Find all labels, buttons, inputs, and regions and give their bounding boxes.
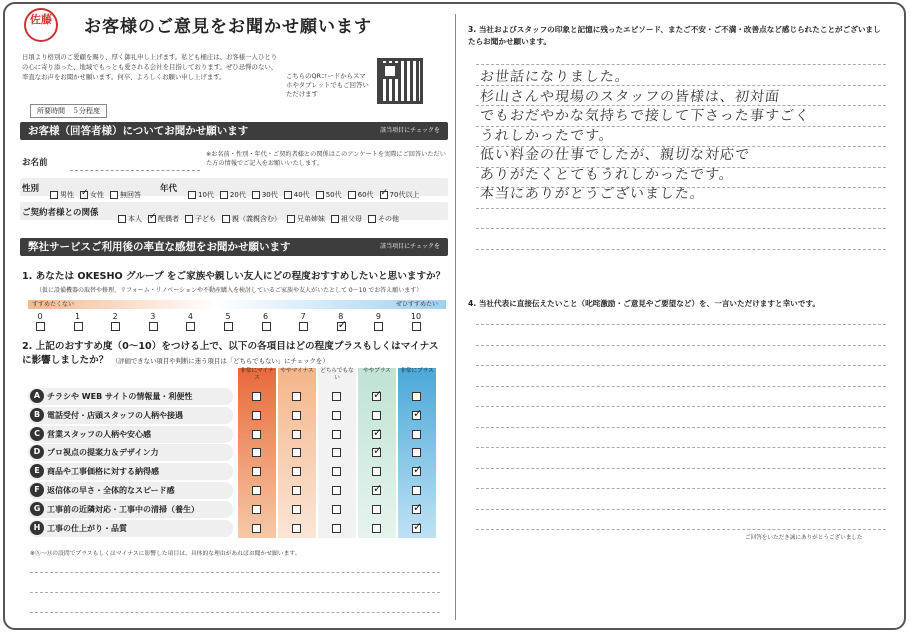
age-label: 年代 (160, 184, 178, 194)
answer-line (476, 208, 886, 209)
scale-checkbox[interactable] (186, 322, 195, 331)
scale-checkbox[interactable] (374, 322, 383, 331)
intro-text: 日頃より格別のご愛顧を賜り、厚く御礼申し上げます。私ども桶庄は、お客様一人ひとりの心に寄り添った、地域でもっとも愛される会社を目指しております。ぜひ忌憚のない、率直なお声をお聞かせ願います。何卒、よろしくお願い申し上げます。 (22, 53, 278, 81)
name-label: お名前 (22, 158, 48, 168)
option[interactable] (316, 190, 342, 200)
option[interactable] (284, 190, 310, 200)
option-label: 男性 (60, 191, 74, 199)
time-estimate: 所要時間 ５分程度 (30, 104, 107, 118)
rating-checkbox[interactable] (292, 411, 301, 420)
rating-item-row (28, 444, 233, 461)
q3-text: 当社およびスタッフの印象と記憶に残ったエピソード、またご不安・ご不満・改善点など感じられたことがございましたらお聞かせ願います。 (468, 25, 881, 46)
rating-checkbox[interactable] (332, 524, 341, 533)
option[interactable] (50, 190, 74, 200)
option-label: 10代 (198, 191, 214, 199)
rating-checkbox[interactable] (412, 505, 421, 514)
checkbox[interactable] (316, 191, 324, 199)
answer-line (476, 427, 886, 428)
scale-low-label: すすめたくない (32, 301, 75, 308)
q2-text: 上記のおすすめ度（0〜10）をつける上で、以下の各項目はどの程度プラスもしくはマイナスに影響しましたか？ (22, 341, 439, 366)
column-header: 非常にプラス (400, 368, 434, 374)
item-letter-badge: E (30, 464, 44, 478)
option-label: 親（義親含む） (232, 215, 281, 223)
scale-number: 3 (150, 312, 156, 321)
rating-checkbox[interactable] (412, 524, 421, 533)
checkbox[interactable] (331, 215, 339, 223)
rating-checkbox[interactable] (372, 505, 381, 514)
handwritten-answer-line: 本当にありがとうございました。 (479, 186, 706, 202)
age-options (188, 182, 425, 201)
rating-checkbox[interactable] (332, 411, 341, 420)
q3-question (468, 24, 888, 48)
item-letter-badge: C (30, 427, 44, 441)
gender-options (50, 182, 147, 201)
option[interactable] (80, 190, 104, 200)
rating-checkbox[interactable] (292, 430, 301, 439)
checkbox[interactable] (287, 215, 295, 223)
checkbox[interactable] (118, 215, 126, 223)
rating-checkbox[interactable] (252, 486, 261, 495)
rating-item-row (28, 482, 233, 499)
answer-line (476, 365, 886, 366)
scale-checkbox[interactable] (111, 322, 120, 331)
section-service-note: 該当項目にチェックを (380, 243, 440, 250)
relation-label: ご契約者様との関係 (22, 208, 99, 218)
scale-number: 8 (338, 312, 344, 321)
section-service-header (20, 238, 448, 256)
section-service-title: 弊社サービスご利用後の率直な感想をお聞かせ願います (28, 241, 291, 253)
q2-question (22, 340, 442, 368)
option-label: 70代以上 (389, 191, 420, 199)
item-letter-badge: D (30, 445, 44, 459)
rating-checkbox[interactable] (372, 486, 381, 495)
scale-checkbox[interactable] (262, 322, 271, 331)
answer-line (476, 228, 886, 229)
option[interactable] (188, 190, 214, 200)
option-label: 本人 (128, 215, 142, 223)
checkbox[interactable] (148, 215, 156, 223)
scale-number: 9 (375, 312, 381, 321)
option[interactable] (222, 214, 281, 224)
rating-item-row (28, 463, 233, 480)
rating-checkbox[interactable] (372, 430, 381, 439)
answer-line (476, 529, 886, 530)
item-label: 工事の仕上がり・品質 (47, 523, 127, 533)
option[interactable] (185, 214, 216, 224)
q1-subtext: （仮に設備機器の取替や修理、リフォーム・リノベーションや不動産購入を検討しているご家族や友人がいたとして 0〜10 でお答え願います） (36, 287, 423, 294)
option[interactable] (287, 214, 325, 224)
handwritten-answer-line: 低い料金の仕事でしたが、親切な対応で (479, 147, 751, 163)
rating-checkbox[interactable] (412, 411, 421, 420)
rating-checkbox[interactable] (292, 392, 301, 401)
reason-line[interactable] (30, 592, 440, 593)
option-label: 60代 (357, 191, 374, 199)
relation-options (118, 206, 405, 225)
rating-checkbox[interactable] (372, 392, 381, 401)
rating-checkbox[interactable] (252, 448, 261, 457)
reason-line[interactable] (30, 612, 440, 613)
rating-checkbox[interactable] (412, 467, 421, 476)
item-label: 返信体の早さ・全体的なスピード感 (47, 486, 175, 495)
qr-caption: こちらのQRコードからスマホやタブレットでもご回答いただけます (286, 72, 369, 98)
rating-checkbox[interactable] (332, 467, 341, 476)
option-label: 50代 (325, 191, 342, 199)
rating-item-row (28, 426, 233, 443)
q4-text: 当社代表に直接伝えたいこと（叱咤激励・ご意見やご要望など）を、一言いただけますと幸いです。 (478, 299, 820, 308)
scale-checkbox[interactable] (74, 322, 83, 331)
rating-checkbox[interactable] (252, 524, 261, 533)
option-label: その他 (378, 215, 399, 223)
handwritten-answer-line: でもおだやかな気持ちで接して下さった事すごく (479, 108, 811, 124)
item-label: チラシや WEB サイトの情報量・利便性 (47, 392, 193, 401)
option[interactable] (110, 190, 141, 200)
answer-line (476, 249, 886, 250)
rating-checkbox[interactable] (332, 486, 341, 495)
rating-checkbox[interactable] (252, 505, 261, 514)
q4-number: 4. (468, 299, 477, 308)
option-label: 20代 (229, 191, 246, 199)
rating-checkbox[interactable] (332, 448, 341, 457)
rating-item-row (28, 388, 233, 405)
answer-line (476, 345, 886, 346)
item-letter-badge: H (30, 521, 44, 535)
thanks-text: ご回答をいただき誠にありがとうございました (745, 535, 863, 541)
rating-checkbox[interactable] (292, 505, 301, 514)
rating-checkbox[interactable] (372, 467, 381, 476)
scale-checkbox[interactable] (337, 322, 346, 331)
rating-checkbox[interactable] (412, 430, 421, 439)
scale-high-label: ぜひすすめたい (395, 301, 438, 308)
rating-checkbox[interactable] (292, 448, 301, 457)
rating-checkbox[interactable] (292, 467, 301, 476)
column-header: どちらでもない (320, 368, 354, 381)
option[interactable] (252, 190, 278, 200)
option[interactable] (331, 214, 362, 224)
q3-number: 3. (468, 25, 477, 34)
scale-checkbox[interactable] (149, 322, 158, 331)
name-field[interactable] (70, 170, 200, 171)
checkbox[interactable] (252, 191, 260, 199)
rating-checkbox[interactable] (332, 430, 341, 439)
handwritten-answer-line: お世話になりました。 (479, 69, 631, 85)
scale-checkbox[interactable] (412, 322, 421, 331)
reason-line[interactable] (30, 572, 440, 573)
scale-checkbox[interactable] (224, 322, 233, 331)
qr-code-icon[interactable] (377, 58, 423, 104)
rating-grid (28, 368, 446, 538)
checkbox[interactable] (222, 215, 230, 223)
q2-footnote: ※Ⓐ〜Ⓗの設問でプラスもしくはマイナスに影響した項目は、具体的な理由があればお聞かせ願います。 (30, 551, 301, 557)
option-label: 無回答 (120, 191, 141, 199)
checkbox[interactable] (220, 191, 228, 199)
checkbox[interactable] (284, 191, 292, 199)
gender-label: 性別 (22, 184, 40, 194)
center-divider (455, 14, 456, 620)
scale-number: 6 (263, 312, 269, 321)
option-label: 祖父母 (341, 215, 362, 223)
scale-number: 4 (187, 312, 193, 321)
scale-number: 5 (225, 312, 231, 321)
checkbox[interactable] (50, 191, 58, 199)
checkbox[interactable] (348, 191, 356, 199)
rating-item-row (28, 501, 233, 518)
option[interactable] (148, 214, 179, 224)
option[interactable] (220, 190, 246, 200)
option-label: 30代 (261, 191, 278, 199)
section-customer-note: 該当項目にチェックを (380, 127, 440, 134)
option-label: 兄弟姉妹 (297, 215, 325, 223)
rating-checkbox[interactable] (412, 448, 421, 457)
answer-line (476, 468, 886, 469)
rating-checkbox[interactable] (292, 524, 301, 533)
column-header: 非常にマイナス (240, 368, 274, 381)
rating-checkbox[interactable] (372, 411, 381, 420)
answer-line (476, 386, 886, 387)
item-letter-badge: F (30, 483, 44, 497)
item-label: 工事前の近隣対応・工事中の清掃（養生） (47, 504, 199, 514)
option-label: 子ども (195, 215, 216, 223)
handwritten-answer-line: 杉山さんや現場のスタッフの皆様は、初対面 (479, 88, 781, 105)
scale-checkbox[interactable] (299, 322, 308, 331)
rating-checkbox[interactable] (252, 467, 261, 476)
rating-checkbox[interactable] (412, 486, 421, 495)
rating-checkbox[interactable] (412, 392, 421, 401)
option-label: 40代 (293, 191, 310, 199)
option-label: 配偶者 (158, 215, 179, 223)
checkbox[interactable] (185, 215, 193, 223)
rating-checkbox[interactable] (372, 448, 381, 457)
answer-line (476, 488, 886, 489)
handwritten-answer-line: うれしかったです。 (479, 127, 615, 144)
page-title: お客様のご意見をお聞かせ願います (84, 17, 372, 37)
name-note: ※お名前・性別・年代・ご契約者様との関係はこのアンケートを実際にご回答いただいた方の情報でご記入をお願いいたします。 (206, 151, 446, 167)
scale-number: 7 (300, 312, 306, 321)
answer-line (476, 324, 886, 325)
checkbox[interactable] (110, 191, 118, 199)
scale-number: 0 (37, 312, 43, 321)
answer-line (476, 509, 886, 510)
answer-line (476, 447, 886, 448)
item-letter-badge: G (30, 502, 44, 516)
scale-number: 1 (75, 312, 81, 321)
q2-number: 2. (22, 341, 33, 352)
q1-text: あなたは OKESHO グループ をご家族や親しい友人にどの程度おすすめしたいと思いますか？ (35, 271, 446, 282)
rating-checkbox[interactable] (252, 430, 261, 439)
column-header: ややマイナス (280, 368, 314, 374)
rating-item-row (28, 520, 233, 537)
item-label: 電話受付・店頭スタッフの人柄や接遇 (47, 410, 183, 420)
item-label: 営業スタッフの人柄や安心感 (47, 429, 151, 439)
scale-gradient (28, 300, 446, 309)
scale-number: 10 (410, 312, 422, 321)
checkbox[interactable] (188, 191, 196, 199)
scale-number: 2 (112, 312, 118, 321)
option[interactable] (380, 190, 420, 200)
section-customer-title: お客様（回答者様）についてお聞かせ願います (28, 125, 249, 137)
q1-question (22, 268, 445, 282)
seal-stamp: 佐藤 (24, 8, 58, 42)
rating-item-row (28, 407, 233, 424)
checkbox[interactable] (380, 191, 388, 199)
rating-checkbox[interactable] (332, 505, 341, 514)
rating-checkbox[interactable] (292, 486, 301, 495)
scale-checkbox[interactable] (36, 322, 45, 331)
option[interactable] (118, 214, 142, 224)
q2-subtext: （評価できない項目や判断に迷う項目は「どちらでもない」にチェックを） (111, 357, 329, 365)
checkbox[interactable] (80, 191, 88, 199)
answer-line (476, 406, 886, 407)
item-letter-badge: B (30, 408, 44, 422)
item-label: プロ視点の提案力＆デザイン力 (47, 448, 159, 458)
q1-number: 1. (22, 271, 33, 282)
section-customer-header (20, 122, 448, 140)
rating-checkbox[interactable] (332, 392, 341, 401)
recommend-scale (28, 300, 446, 336)
q4-question (468, 298, 888, 309)
handwritten-answer-line: ありがたくとてもうれしかったです。 (479, 166, 735, 183)
item-label: 商品や工事価格に対する納得感 (47, 467, 159, 477)
rating-checkbox[interactable] (372, 524, 381, 533)
option[interactable] (348, 190, 374, 200)
rating-checkbox[interactable] (252, 411, 261, 420)
item-letter-badge: A (30, 389, 44, 403)
answer-line (476, 64, 886, 65)
option[interactable] (368, 214, 399, 224)
rating-checkbox[interactable] (252, 392, 261, 401)
checkbox[interactable] (368, 215, 376, 223)
column-header: ややプラス (363, 368, 391, 374)
option-label: 女性 (90, 191, 104, 199)
